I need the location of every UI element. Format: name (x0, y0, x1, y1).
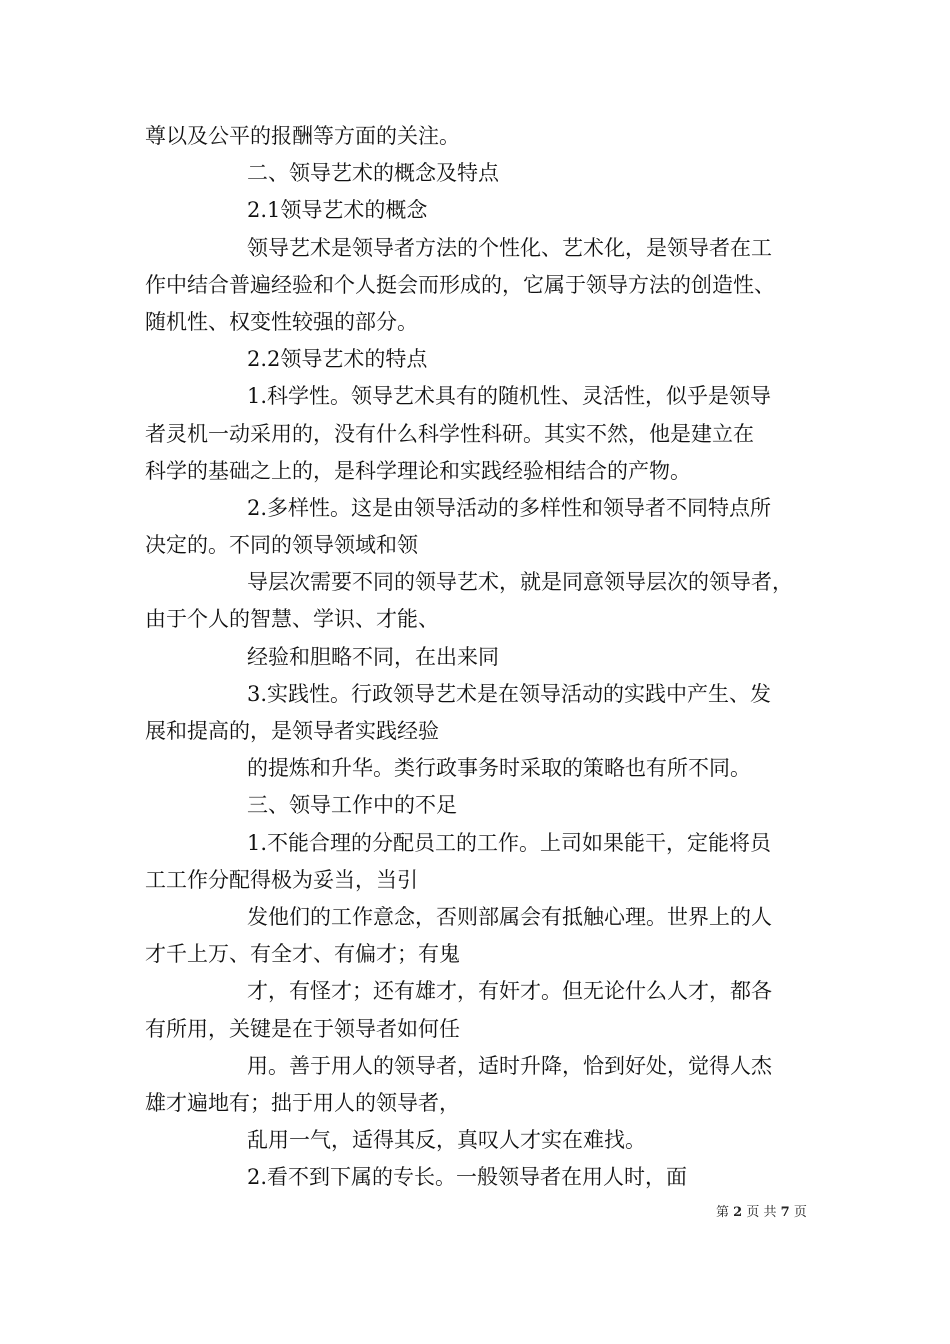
text-line: 有所用，关键是在于领导者如何任 (145, 1016, 460, 1041)
text-line: 用。善于用人的领导者，适时升降，恰到好处，觉得人杰 (247, 1053, 772, 1078)
text-line: 乱用一气，适得其反，真叹人才实在难找。 (247, 1128, 646, 1153)
text-line: 2.多样性。这是由领导活动的多样性和领导者不同特点所 (247, 495, 772, 520)
text-line: 决定的。不同的领导领域和领 (145, 533, 418, 558)
text-line: 经验和胆略不同，在出来同 (247, 644, 499, 669)
text-line: 由于个人的智慧、学识、才能、 (145, 607, 439, 632)
section-heading: 二、领导艺术的概念及特点 (247, 161, 499, 186)
text-line: 工工作分配得极为妥当，当引 (145, 867, 418, 892)
footer-suffix: 页 (793, 1205, 807, 1220)
footer-prefix: 第 (716, 1205, 730, 1220)
subsection-heading: 2.2领导艺术的特点 (247, 347, 428, 372)
subsection-heading: 2.1领导艺术的概念 (247, 198, 428, 223)
text-line: 雄才遍地有；拙于用人的领导者， (145, 1090, 460, 1115)
text-line: 尊以及公平的报酬等方面的关注。 (145, 124, 460, 148)
text-line: 才，有怪才；还有雄才，有奸才。但无论什么人才，都各 (247, 979, 772, 1004)
text-line: 科学的基础之上的，是科学理论和实践经验相结合的产物。 (145, 458, 691, 483)
text-line: 1.科学性。领导艺术具有的随机性、灵活性，似乎是领导 (247, 384, 772, 409)
text-line: 1.不能合理的分配员工的工作。上司如果能干，定能将员 (247, 830, 772, 855)
text-line: 者灵机一动采用的，没有什么科学性科研。其实不然，他是建立在 (145, 421, 754, 446)
text-line: 2.看不到下属的专长。一般领导者在用人时，面 (247, 1165, 688, 1190)
section-heading: 三、领导工作中的不足 (247, 793, 457, 818)
text-line: 3.实践性。行政领导艺术是在领导活动的实践中产生、发 (247, 681, 772, 706)
text-line: 领导艺术是领导者方法的个性化、艺术化，是领导者在工 (247, 235, 772, 260)
text-line: 随机性、权变性较强的部分。 (145, 309, 418, 334)
total-pages-number: 7 (780, 1205, 790, 1220)
text-line: 展和提高的，是领导者实践经验 (145, 719, 439, 743)
text-line: 的提炼和升华。类行政事务时采取的策略也有所不同。 (247, 756, 751, 781)
body-text (145, 118, 825, 1196)
text-line: 才千上万、有全才、有偏才；有鬼 (145, 942, 460, 967)
current-page-number: 2 (733, 1205, 743, 1220)
text-line: 作中结合普遍经验和个人挺会而形成的，它属于领导方法的创造性、 (145, 272, 775, 297)
footer-middle: 页 共 (746, 1205, 777, 1220)
text-line: 发他们的工作意念，否则部属会有抵触心理。世界上的人 (247, 904, 772, 929)
page-number-indicator (716, 1205, 807, 1221)
text-line: 导层次需要不同的领导艺术，就是同意领导层次的领导者， (247, 570, 793, 595)
